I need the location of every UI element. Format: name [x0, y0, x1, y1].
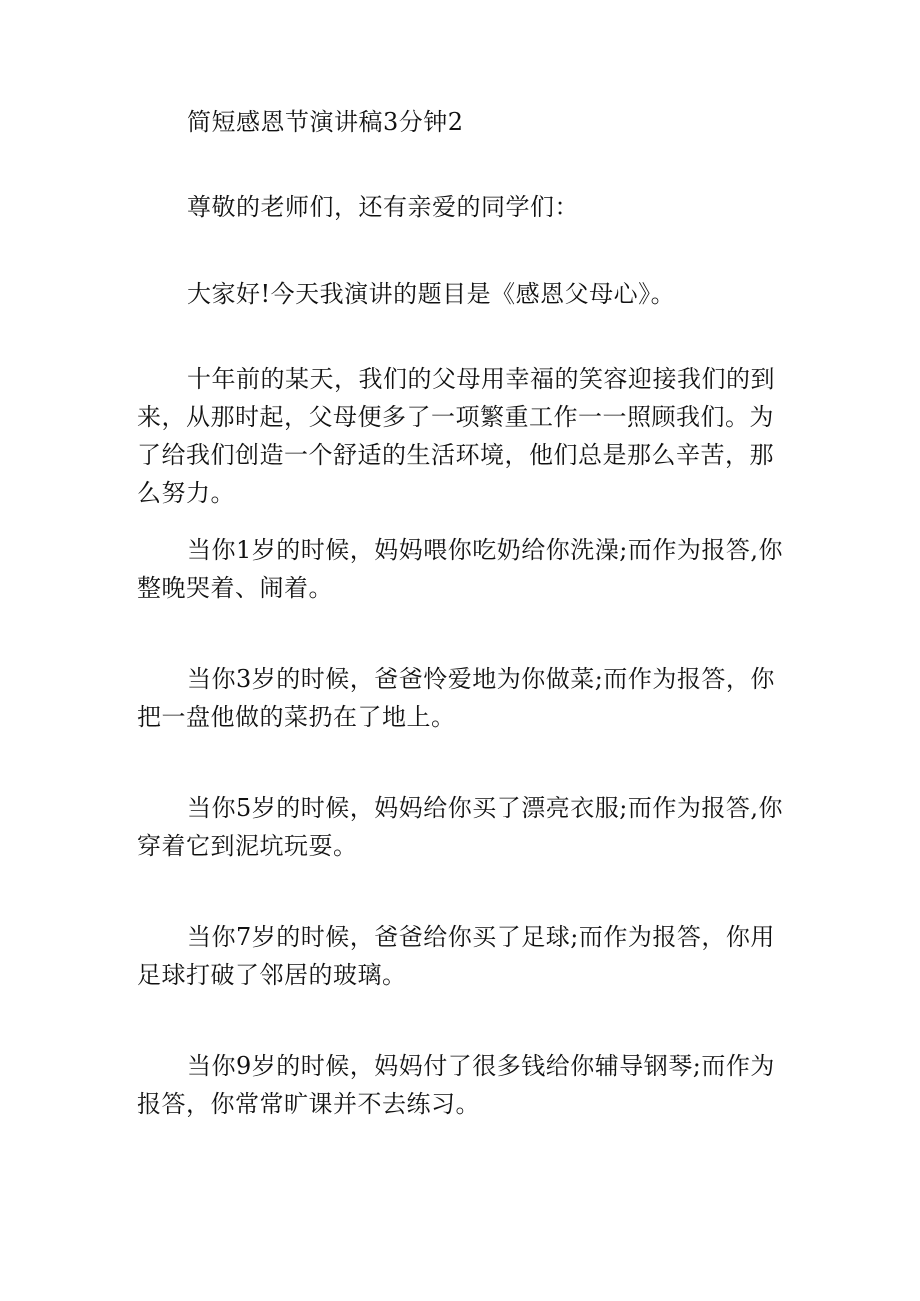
paragraph-age-9: 当你9岁的时候，妈妈付了很多钱给你辅导钢琴;而作为报答，你常常旷课并不去练习。 — [137, 1052, 775, 1118]
paragraph-ten-years-ago: 十年前的某天，我们的父母用幸福的笑容迎接我们的到来，从那时起，父母便多了一项繁重工作一一照顾我们。为了给我们创造一个舒适的生活环境，他们总是那么辛苦，那么努力。 — [137, 365, 775, 507]
paragraph-greeting: 尊敬的老师们，还有亲爱的同学们： — [187, 193, 579, 221]
document-title: 简短感恩节演讲稿3分钟2 — [187, 108, 464, 136]
paragraph-age-7: 当你7岁的时候，爸爸给你买了足球;而作为报答，你用足球打破了邻居的玻璃。 — [137, 923, 775, 989]
paragraph-intro: 大家好!今天我演讲的题目是《感恩父母心》。 — [187, 280, 676, 308]
paragraph-age-3: 当你3岁的时候，爸爸怜爱地为你做菜;而作为报答，你把一盘他做的菜扔在了地上。 — [137, 665, 775, 731]
paragraph-age-5: 当你5岁的时候，妈妈给你买了漂亮衣服;而作为报答,你穿着它到泥坑玩耍。 — [137, 794, 783, 860]
paragraph-age-1: 当你1岁的时候，妈妈喂你吃奶给你洗澡;而作为报答,你整晚哭着、闹着。 — [137, 536, 783, 602]
